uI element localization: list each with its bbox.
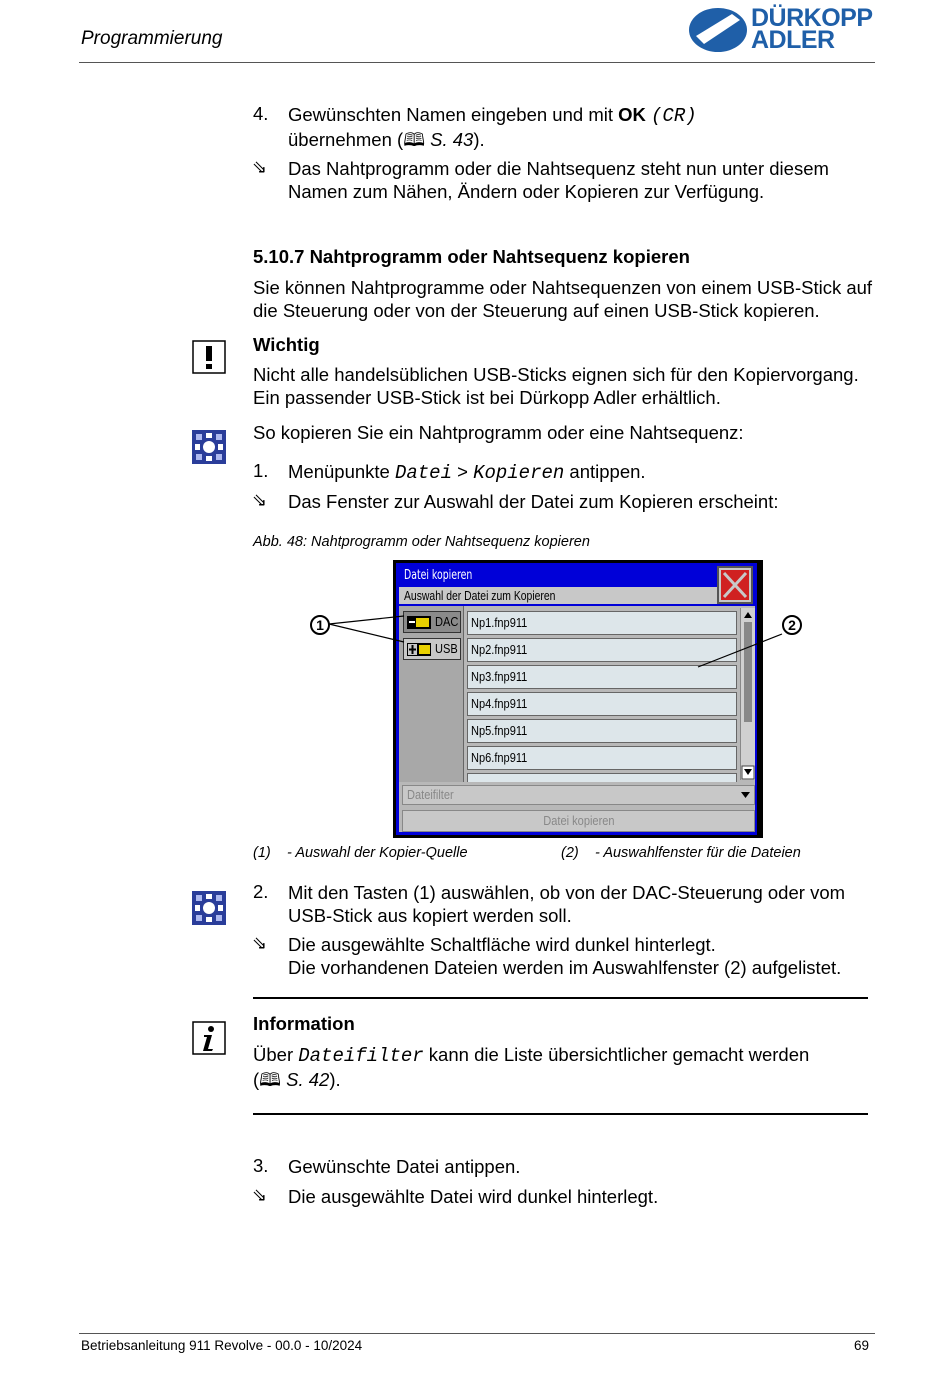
result-arrow-icon: ⇘ [252,933,268,953]
page-reference: S. 43 [430,129,474,150]
step-text: antippen. [564,461,646,482]
figure-caption: Abb. 48: Nahtprogramm oder Nahtsequenz kopieren [253,534,590,550]
step-number: 4. [253,103,269,124]
info-text-part: ). [329,1069,341,1090]
info-top-rule [253,997,868,999]
information-icon [192,1021,226,1055]
step-number: 2. [253,881,269,902]
cr-key: (CR) [651,105,697,127]
copy-file-button[interactable] [402,810,755,832]
file-list-item[interactable] [467,719,737,743]
menu-datei: Datei [394,462,452,484]
result-arrow-icon: ⇘ [252,490,268,510]
footer-document-info: Betriebsanleitung 911 Revolve - 00.0 - 10/2024 [81,1338,363,1353]
info-term: Dateifilter [298,1045,424,1067]
important-text: Nicht alle handelsüblichen USB-Sticks eignen sich für den Kopiervorgang. Ein passender USB-Stick ist bei Dürkopp Adler erhältlich. [253,364,859,408]
step-4 [288,103,873,151]
page-number: 69 [854,1338,870,1353]
result-arrow-icon: ⇘ [252,157,268,177]
legend-number: (2) [561,845,579,861]
file-name: Np1.fnp911 [471,615,528,630]
company-logo [688,6,878,54]
result-text [288,933,873,979]
logo-mark-icon [688,6,748,54]
callout-2: 2 [782,615,802,635]
result-line: Die vorhandenen Dateien werden im Auswahlfenster (2) aufgelistet. [288,957,842,978]
important-title: Wichtig [253,334,320,355]
logo-line1: DÜRKOPP [751,4,873,32]
procedure-icon [192,430,226,464]
copy-button-label: Datei kopieren [542,813,615,828]
source-label: DAC [435,614,459,629]
procedure-icon [192,891,226,925]
section-heading: 5.10.7 Nahtprogramm oder Nahtsequenz kopieren [253,246,690,267]
callout-1: 1 [310,615,330,635]
step-text: Gewünschten Namen eingeben und mit [288,104,619,125]
copy-dialog [396,563,757,835]
footer-rule [79,1333,875,1334]
file-name: Np3.fnp911 [471,669,528,684]
source-label: USB [435,641,458,656]
file-name: Np6.fnp911 [471,750,528,765]
header-rule [79,62,875,63]
callout-lines [300,610,820,680]
howto-text: So kopieren Sie ein Nahtprogramm oder eine Nahtsequenz: [253,422,744,443]
file-filter-dropdown[interactable] [402,785,755,805]
legend-text: - Auswahl der Kopier-Quelle [287,845,468,861]
info-text-part: Über [253,1044,299,1065]
dialog-subtitle [399,587,720,604]
page-reference: S. 42 [286,1069,330,1090]
file-name: Np2.fnp911 [471,642,528,657]
step-text: übernehmen ( [288,129,404,150]
info-text [253,1043,878,1091]
step-number: 1. [253,460,269,481]
book-icon: 🕮 [259,1069,281,1090]
step-1 [288,460,873,485]
step-text: ). [473,129,485,150]
chevron-down-icon [741,792,750,798]
result-text: Das Nahtprogramm oder die Nahtsequenz steht nun unter diesem Namen zum Nähen, Ändern oder Kopieren zur Verfügung. [288,158,829,202]
file-list-item[interactable] [467,692,737,716]
step-text: Menüpunkte [288,461,395,482]
header-title: Programmierung [81,28,223,49]
warning-exclamation-icon [192,340,226,374]
dialog-title: Datei kopieren [404,568,473,583]
ok-key: OK [618,104,646,125]
close-button[interactable] [717,566,753,604]
logo-line2: ADLER [751,26,835,54]
result-line: Die ausgewählte Schaltfläche wird dunkel hinterlegt. [288,934,716,955]
info-bottom-rule [253,1113,868,1115]
result-arrow-icon: ⇘ [252,1185,268,1205]
step-3: Gewünschte Datei antippen. [288,1156,521,1177]
dialog-subtitle-text: Auswahl der Datei zum Kopieren [404,588,556,603]
filter-label: Dateifilter [407,787,454,802]
legend-text: - Auswahlfenster für die Dateien [595,845,801,861]
file-list-item-partial [467,773,737,782]
book-icon: 🕮 [403,129,425,150]
close-icon [719,568,751,602]
info-text-part: ( [253,1069,260,1090]
file-name: Np4.fnp911 [471,696,528,711]
result-text: Die ausgewählte Datei wird dunkel hinterlegt. [288,1186,659,1207]
file-name: Np5.fnp911 [471,723,528,738]
legend-number: (1) [253,845,271,861]
menu-separator: > [451,461,474,482]
menu-kopieren: Kopieren [473,462,565,484]
result-text: Das Fenster zur Auswahl der Datei zum Kopieren erscheint: [288,491,779,512]
screen-screenshot [393,560,763,838]
info-text-part: kann die Liste übersichtlicher gemacht werden [423,1044,810,1065]
file-list-item[interactable] [467,746,737,770]
step-2: Mit den Tasten (1) auswählen, ob von der DAC-Steuerung oder vom USB-Stick aus kopiert werden soll. [288,882,846,926]
info-title: Information [253,1013,355,1034]
step-number: 3. [253,1155,269,1176]
section-intro: Sie können Nahtprogramme oder Nahtsequenzen von einem USB-Stick auf die Steuerung oder von der Steuerung auf einen USB-Stick kopieren. [253,277,873,321]
